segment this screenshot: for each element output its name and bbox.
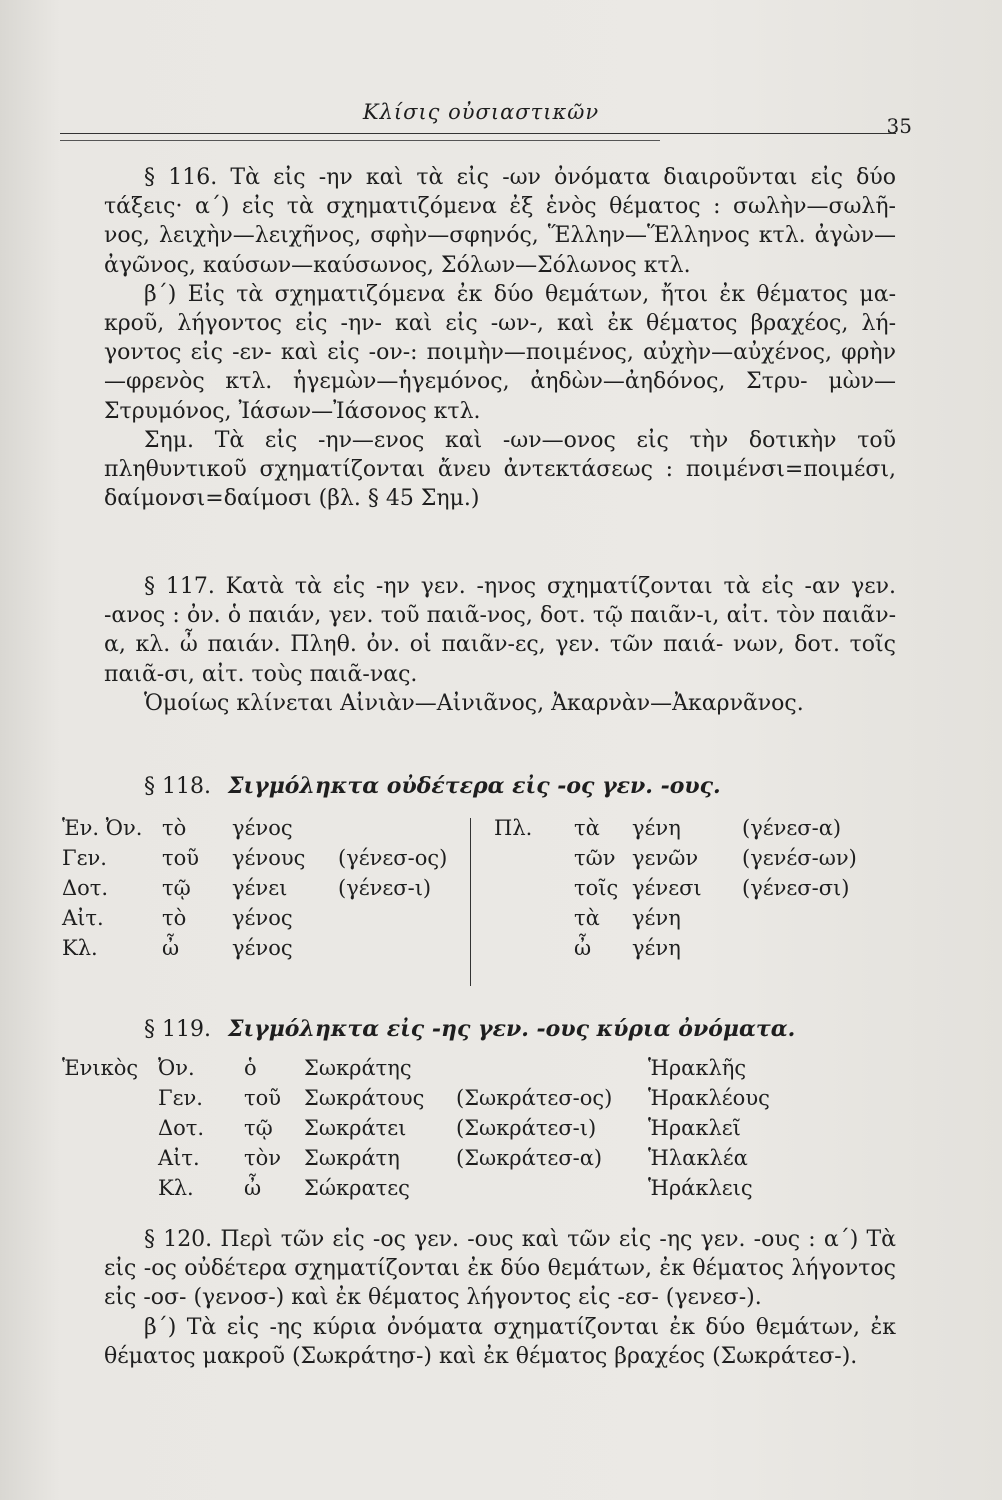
table-row — [494, 846, 872, 876]
section-title: Σιγμόληκτα εἰς -ης γεν. -ους κύρια ὀνόματα. — [227, 1016, 796, 1042]
table-row — [62, 876, 468, 906]
table-cell: τοῦ — [244, 1086, 282, 1110]
table-cell: Ἑνικὸς — [62, 1056, 139, 1080]
table-cell: τοῦ — [162, 846, 200, 870]
table-row — [494, 906, 872, 936]
section-title: Σιγμόληκτα οὐδέτερα εἰς -ος γεν. -ους. — [227, 773, 721, 799]
table-cell: ὦ — [244, 1176, 262, 1200]
line: δαίμονσι=δαίμοσι (βλ. § 45 Σημ.) — [104, 486, 480, 512]
table-cell: Δοτ. — [158, 1116, 205, 1140]
line: λήγοντος εἰς -οσ- (γενοσ-) καὶ ἐκ θέματος λήγοντος εἰς -εσ- (γενεσ-). — [104, 1256, 896, 1311]
line: β΄) Τὰ εἰς -ης κύρια ὀνόματα σχηματίζονται ἐκ δύο θεμάτων, ἐκ — [144, 1314, 896, 1340]
line: τάξεις· α΄) εἰς τὰ σχηματιζόμενα ἐξ ἑνὸς θέματος : σωλὴν—σωλῆ- — [104, 194, 896, 220]
running-title: Κλίσις οὐσιαστικῶν — [362, 100, 600, 124]
table-cell — [338, 906, 468, 936]
table-cell — [62, 1176, 158, 1206]
table-cell — [338, 816, 468, 846]
line: Ὁμοίως κλίνεται Αἰνιὰν—Αἰνιᾶνος, Ἀκαρνὰν—Ἀκαρνᾶνος. — [144, 690, 804, 716]
table-cell — [742, 906, 872, 936]
table-cell: Γεν. — [158, 1086, 203, 1110]
line: α΄) Τὰ εἰς -ος οὐδέτερα σχηματίζονται ἐκ δύο θεμάτων, ἐκ θέματος — [104, 1227, 897, 1282]
header-rule — [60, 133, 896, 134]
table-cell: γένος — [232, 816, 293, 840]
table-row — [62, 846, 468, 876]
para-116-a — [104, 163, 896, 280]
table-cell: Ὀν. — [158, 1056, 195, 1080]
line: γεν. -ανος : ὀν. ὁ παιάν, γεν. τοῦ παιᾶ-νος, δοτ. τῷ παιᾶν-ι, αἰτ. — [104, 574, 896, 629]
table-row — [494, 936, 872, 966]
para-117-similar — [104, 689, 896, 718]
line: § 120. Περὶ τῶν εἰς -ος γεν. -ους καὶ τῶν εἰς -ης γεν. -ους : — [144, 1227, 816, 1252]
table-cell: Ἡλακλέα — [648, 1146, 748, 1170]
table-row — [494, 876, 872, 906]
table-cell: τὰ — [574, 906, 600, 930]
table-cell: Σωκράτη — [304, 1146, 400, 1170]
table-cell: Ἡρακλῆς — [648, 1056, 747, 1080]
table-cell — [456, 1056, 648, 1086]
table-cell: γένος — [232, 936, 293, 960]
table-cell — [494, 936, 574, 966]
table-cell: Αἰτ. — [158, 1146, 200, 1170]
table-row — [62, 936, 468, 966]
table-cell: Ἑν. Ὀν. — [62, 816, 143, 840]
table-cell: τῷ — [162, 876, 191, 900]
table-cell: γένη — [632, 906, 681, 930]
table-cell — [62, 1086, 158, 1116]
line: φρὴν—φρενὸς κτλ. ἡγεμὼν—ἡγεμόνος, ἀηδὼν—ἀηδόνος, Στρυ- — [104, 340, 896, 395]
table-divider — [470, 818, 471, 986]
singular-table — [62, 816, 468, 966]
table-cell: Σώκρατες — [304, 1176, 410, 1200]
table-cell: τῶν — [574, 846, 616, 870]
table-row — [62, 1086, 808, 1116]
table-row — [62, 1116, 808, 1146]
table-cell — [338, 936, 468, 966]
table-cell — [62, 1146, 158, 1176]
table-cell: γένεσι — [632, 876, 702, 900]
line: γοντος εἰς -εν- καὶ εἰς -ον-: ποιμὴν—ποιμένος, αὐχὴν—αὐχένος, — [104, 340, 832, 366]
table-cell: Σωκράτης — [304, 1056, 412, 1080]
table-cell: Δοτ. — [62, 876, 109, 900]
table-cell — [742, 936, 872, 966]
line: θέματος μακροῦ (Σωκράτησ-) καὶ ἐκ θέματος βραχέος (Σωκράτεσ-). — [104, 1343, 858, 1369]
table-cell: (γένεσ-ι) — [338, 876, 432, 900]
line: κροῦ, λήγοντος εἰς -ην- καὶ εἰς -ων-, καὶ ἐκ θέματος βραχέος, λή- — [104, 311, 896, 337]
table-cell: τὰ — [574, 816, 600, 840]
table-cell: τὸ — [162, 906, 187, 930]
table-row — [62, 1176, 808, 1206]
table-cell: γένη — [632, 936, 681, 960]
table-cell: (Σωκράτεσ-ος) — [456, 1086, 613, 1110]
table-cell: Σωκράτους — [304, 1086, 425, 1110]
line: μὼν—Στρυμόνος, Ἰάσων—Ἰάσονος κτλ. — [104, 369, 896, 424]
line: Σημ. Τὰ εἰς -ην—ενος καὶ -ων—ονος εἰς τὴν δοτικὴν τοῦ — [144, 427, 896, 453]
proper-noun-table — [62, 1056, 808, 1206]
table-cell — [494, 846, 574, 876]
table-cell: ὁ — [244, 1056, 257, 1080]
table-cell: Κλ. — [158, 1176, 194, 1200]
table-cell: ὦ — [574, 936, 592, 960]
table-cell — [494, 906, 574, 936]
table-cell: ὦ — [162, 936, 180, 960]
table-cell: Ἡράκλεις — [648, 1176, 753, 1200]
table-cell: Σωκράτει — [304, 1116, 407, 1140]
header-rule-thin — [60, 140, 660, 141]
table-cell — [62, 1116, 158, 1146]
para-117 — [104, 572, 896, 689]
table-cell: γένους — [232, 846, 306, 870]
para-120 — [104, 1225, 896, 1313]
page-number: 35 — [886, 114, 912, 138]
table-cell: τὸν — [244, 1146, 282, 1170]
table-cell: τοῖς — [574, 876, 619, 900]
table-cell: (γένεσ-σι) — [742, 876, 850, 900]
section-119-heading — [104, 1015, 896, 1044]
table-cell: Γεν. — [62, 846, 107, 870]
section-117 — [104, 572, 896, 718]
table-cell: Ἡρακλεῖ — [648, 1116, 741, 1140]
line: ἀγὼν—ἀγῶνος, καύσων—καύσωνος, Σόλων—Σόλωνος κτλ. — [104, 223, 896, 278]
table-cell: (Σωκράτεσ-ι) — [456, 1116, 597, 1140]
table-row — [494, 816, 872, 846]
note-116 — [104, 426, 896, 514]
line: τὸν παιᾶν-α, κλ. ὦ παιάν. Πληθ. ὀν. οἱ παιᾶν-ες, γεν. τῶν παιά- — [104, 603, 897, 658]
line: § 117. Κατὰ τὰ εἰς -ην γεν. -ηνος σχηματίζονται τὰ εἰς -αν — [144, 574, 841, 599]
line: β΄) Εἰς τὰ σχηματιζόμενα ἐκ δύο θεμάτων, ἤτοι ἐκ θέματος μα- — [144, 281, 896, 307]
line: νος, λειχὴν—λειχῆνος, σφὴν—σφηνός, Ἕλλην—Ἕλληνος κτλ. — [104, 223, 806, 249]
para-116-b — [104, 280, 896, 426]
table-cell: (γενέσ-ων) — [742, 846, 857, 870]
line: νων, δοτ. τοῖς παιᾶ-σι, αἰτ. τοὺς παιᾶ-νας. — [104, 632, 896, 687]
section-116 — [104, 163, 896, 513]
table-cell: Αἰτ. — [62, 906, 104, 930]
para-120-b — [104, 1313, 896, 1371]
table-cell: Κλ. — [62, 936, 98, 960]
line: πληθυντικοῦ σχηματίζονται ἄνευ ἀντεκτάσεως : ποιμένσι=ποιμέσι, — [104, 457, 896, 483]
line: § 116. Τὰ εἰς -ην καὶ τὰ εἰς -ων ὀνόματα διαιροῦνται εἰς δύο — [144, 165, 896, 190]
page-header — [60, 100, 912, 138]
section-120 — [104, 1225, 896, 1371]
table-cell: γενῶν — [632, 846, 699, 870]
table-cell: γένη — [632, 816, 681, 840]
table-row — [62, 906, 468, 936]
section-number: § 118. — [144, 774, 211, 799]
table-cell: γένος — [232, 906, 293, 930]
table-cell: (γένεσ-α) — [742, 816, 842, 840]
table-cell: (γένεσ-ος) — [338, 846, 448, 870]
table-cell: (Σωκράτεσ-α) — [456, 1146, 603, 1170]
table-row — [62, 1056, 808, 1086]
table-cell: τῷ — [244, 1116, 273, 1140]
table-row — [62, 816, 468, 846]
table-cell — [494, 876, 574, 906]
section-number: § 119. — [144, 1017, 211, 1042]
plural-table — [494, 816, 872, 966]
table-cell — [456, 1176, 648, 1206]
table-cell: Ἡρακλέους — [648, 1086, 770, 1110]
section-118-heading — [104, 772, 896, 801]
table-cell: τὸ — [162, 816, 187, 840]
table-cell: Πλ. — [494, 816, 533, 840]
table-cell: γένει — [232, 876, 288, 900]
table-row — [62, 1146, 808, 1176]
